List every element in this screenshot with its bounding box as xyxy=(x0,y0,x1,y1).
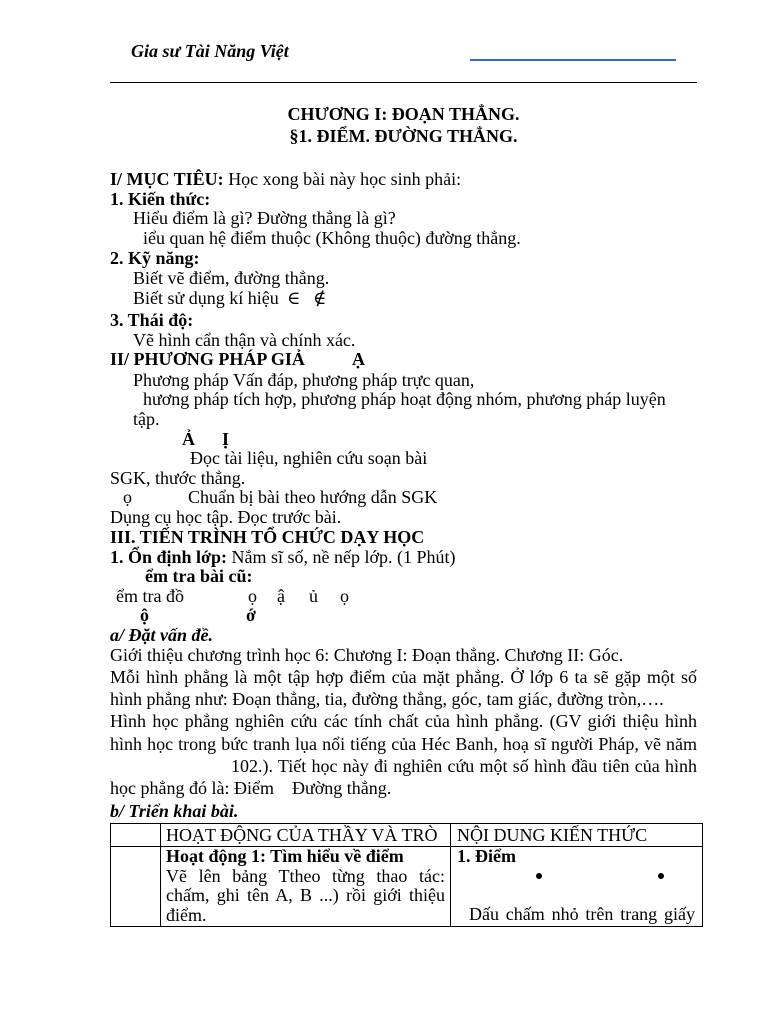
step2-line: ểm tra đồ xyxy=(116,586,184,606)
intro-paragraph-line: học phẳng đó là: Điểm Đường thẳng. xyxy=(110,778,392,798)
content-title: 1. Điểm xyxy=(457,846,516,866)
intro-paragraph-line: hình học trong bức tranh lụa nổi tiếng của Héc Banh, hoạ sĩ người Pháp, vẽ năm xyxy=(110,734,697,754)
activity-title: Hoạt động 1: Tìm hiểu về điểm xyxy=(166,846,404,866)
table-header-blank xyxy=(111,824,161,847)
objectives-line xyxy=(110,169,461,189)
table-cell-content xyxy=(451,847,703,927)
step2-fragment: ủ xyxy=(309,586,318,606)
step3-fragment: ớ xyxy=(246,605,256,625)
intro-paragraph-line: Hình học phẳng nghiên cứu các tính chất của hình phẳng. (GV giới thiệu hình xyxy=(110,711,697,731)
methods-line: tập. xyxy=(133,409,160,429)
objectives-heading: I/ MỤC TIÊU: xyxy=(110,169,224,189)
point-dot xyxy=(658,873,664,879)
step1-label: 1. Ổn định lớp: xyxy=(110,547,228,567)
table-header-activities: HOẠT ĐỘNG CỦA THẦY VÀ TRÒ xyxy=(161,824,451,847)
attitude-heading: 3. Thái độ: xyxy=(110,310,194,330)
knowledge-item: Hiểu điểm là gì? Đường thẳng là gì? xyxy=(133,208,396,228)
process-heading: III. TIẾN TRÌNH TỔ CHỨC DẠY HỌC xyxy=(110,527,425,547)
table-header-content: NỘI DUNG KIẾN THỨC xyxy=(451,824,703,847)
methods-heading: II/ PHƯƠNG PHÁP GIẢ xyxy=(110,349,305,369)
element-of-symbol: ∈ xyxy=(287,288,301,308)
student-preparation: Chuẩn bị bài theo hướng dẫn SGK xyxy=(188,487,438,507)
step1-text: Nắm sĩ số, nề nếp lớp. (1 Phút) xyxy=(231,547,456,567)
development-heading: b/ Triển khai bài. xyxy=(110,801,239,821)
step1-line xyxy=(110,547,456,567)
header-brand: Gia sư Tài Năng Việt xyxy=(131,41,289,61)
lesson-title: §1. ĐIỂM. ĐƯỜNG THẲNG. xyxy=(289,126,518,146)
preparation-heading-fragment: Ả xyxy=(182,429,195,449)
knowledge-heading: 1. Kiến thức: xyxy=(110,189,211,209)
point-dot xyxy=(536,873,542,879)
student-preparation-fragment: ọ xyxy=(123,487,132,507)
methods-line: hương pháp tích hợp, phương pháp hoạt động nhóm, phương pháp luyện xyxy=(143,389,666,409)
chapter-title: CHƯƠNG I: ĐOẠN THẲNG. xyxy=(287,104,520,124)
step2-fragment: ọ xyxy=(248,586,257,606)
intro-paragraph-line: Mỗi hình phẳng là một tập hợp điểm của mặt phẳng. Ở lớp 6 ta sẽ gặp một số xyxy=(110,667,697,687)
preparation-heading-fragment: Ị xyxy=(222,429,230,449)
intro-heading: a/ Đặt vấn đề. xyxy=(110,625,213,645)
skills-item: Biết sử dụng kí hiệu xyxy=(133,288,279,308)
objectives-intro: Học xong bài này học sinh phải: xyxy=(228,169,462,189)
activity-text: Vẽ lên bảng Ttheo từng thao tác: chấm, ghi tên A, B ...) rồi giới thiệu điểm. xyxy=(166,865,445,925)
header-rule xyxy=(110,82,697,83)
step2-label: ểm tra bài cũ: xyxy=(145,566,253,586)
table-cell-blank xyxy=(111,847,161,927)
teacher-preparation-cont: SGK, thước thẳng. xyxy=(110,468,246,488)
intro-paragraph-line: hình phẳng như: Đoạn thẳng, tia, đường thẳng, góc, tam giác, đường tròn,…. xyxy=(110,689,664,709)
step2-fragment: ọ xyxy=(340,586,349,606)
step3-fragment: ộ xyxy=(140,605,149,625)
intro-paragraph-line: Giới thiệu chương trình học 6: Chương I: Đoạn thẳng. Chương II: Góc. xyxy=(110,645,624,665)
table-cell-activity xyxy=(161,847,451,927)
not-element-of-symbol: ∉ xyxy=(313,288,327,308)
methods-line: Phương pháp Vấn đáp, phương pháp trực quan, xyxy=(133,370,475,390)
skills-heading: 2. Kỹ năng: xyxy=(110,248,200,268)
methods-heading-fragment: Ạ xyxy=(352,349,365,369)
teacher-preparation: Đọc tài liệu, nghiên cứu soạn bài xyxy=(190,448,428,468)
header-accent-line xyxy=(470,59,676,61)
content-text: Dấu chấm nhỏ trên trang giấy xyxy=(469,904,695,924)
skills-item: Biết vẽ điểm, đường thẳng. xyxy=(133,268,330,288)
knowledge-item: iểu quan hệ điểm thuộc (Không thuộc) đường thẳng. xyxy=(143,228,521,248)
lesson-table xyxy=(110,823,703,927)
intro-paragraph-line: 102.). Tiết học này đi nghiên cứu một số hình đầu tiên của hình xyxy=(231,756,697,776)
step2-fragment: ậ xyxy=(277,586,285,606)
student-preparation-cont: Dụng cụ học tập. Đọc trước bài. xyxy=(110,507,342,527)
attitude-item: Vẽ hình cẩn thận và chính xác. xyxy=(133,330,356,350)
